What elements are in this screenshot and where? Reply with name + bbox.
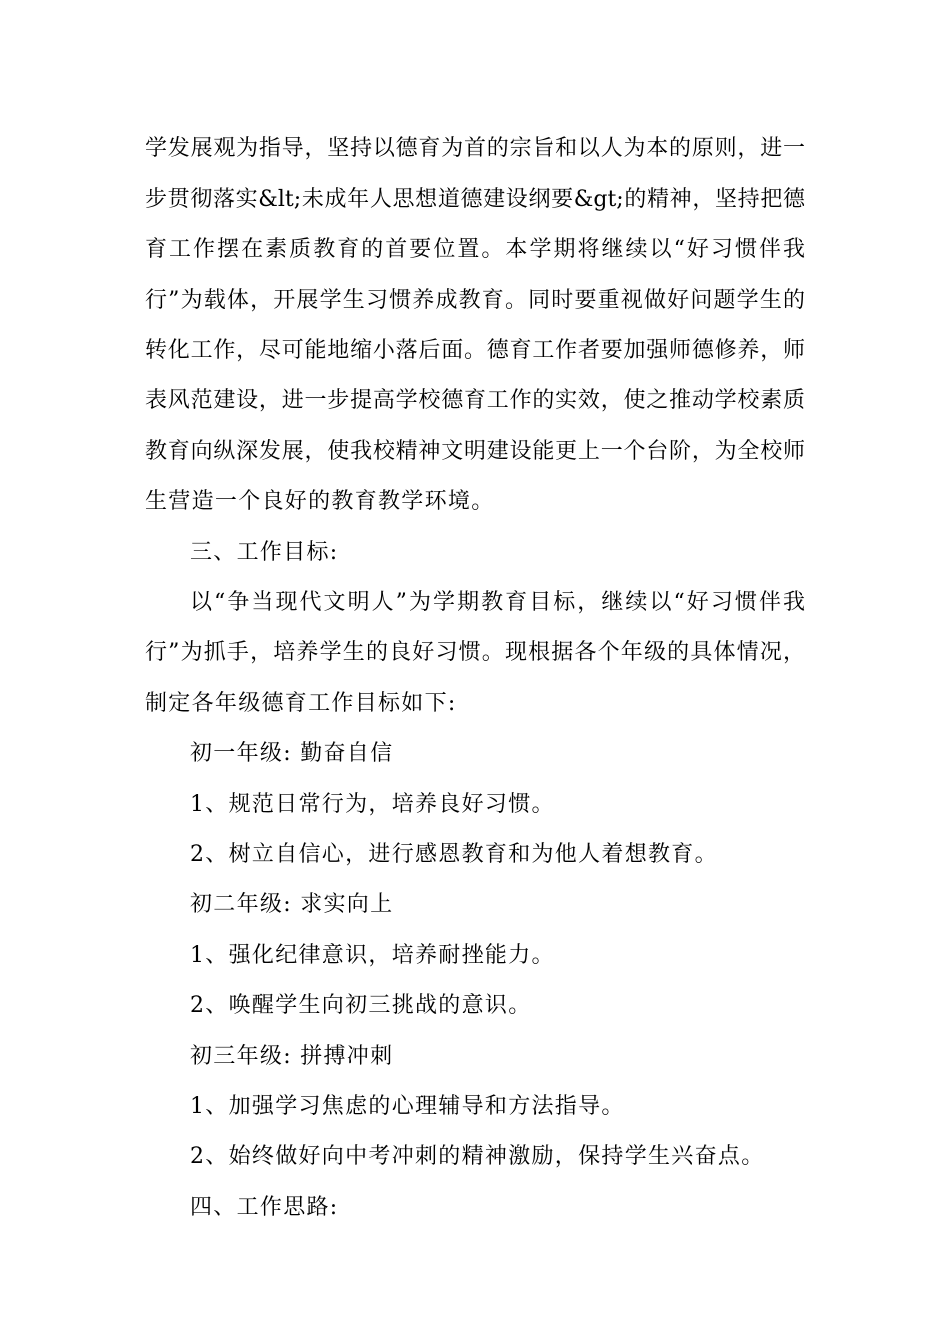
list-item: 2、始终做好向中考冲刺的精神激励，保持学生兴奋点。 [190,1144,765,1169]
grade-heading: 初一年级: 勤奋自信 [190,741,394,766]
list-item: 1、加强学习焦虑的心理辅导和方法指导。 [190,1094,625,1119]
paragraph-line: 制定各年级德育工作目标如下: [145,691,457,716]
paragraph-line: 以“争当现代文明人”为学期教育目标，继续以“好习惯伴我 [190,590,805,615]
grade-heading: 初三年级: 拼搏冲刺 [190,1044,394,1069]
paragraph-line: 转化工作，尽可能地缩小落后面。德育工作者要加强师德修养，师 [145,338,805,363]
paragraph-line: 教育向纵深发展，使我校精神文明建设能更上一个台阶，为全校师 [145,439,805,464]
section-heading: 四、工作思路: [190,1195,339,1220]
list-item: 2、唤醒学生向初三挑战的意识。 [190,993,532,1018]
section-heading: 三、工作目标: [190,540,339,565]
paragraph-line: 步贯彻落实&lt;未成年人思想道德建设纲要&gt;的精神，坚持把德 [145,187,805,212]
list-item: 1、规范日常行为，培养良好习惯。 [190,792,555,817]
paragraph-line: 生营造一个良好的教育教学环境。 [145,489,495,514]
list-item: 1、强化纪律意识，培养耐挫能力。 [190,943,555,968]
paragraph-line: 行”为抓手，培养学生的良好习惯。现根据各个年级的具体情况， [145,640,805,665]
paragraph-line: 育工作摆在素质教育的首要位置。本学期将继续以“好习惯伴我 [145,237,805,262]
paragraph-line: 表风范建设，进一步提高学校德育工作的实效，使之推动学校素质 [145,388,805,413]
paragraph-line: 学发展观为指导，坚持以德育为首的宗旨和以人为本的原则，进一 [145,136,805,161]
paragraph-line: 行”为载体，开展学生习惯养成教育。同时要重视做好问题学生的 [145,288,805,313]
grade-heading: 初二年级: 求实向上 [190,892,394,917]
list-item: 2、树立自信心，进行感恩教育和为他人着想教育。 [190,842,718,867]
